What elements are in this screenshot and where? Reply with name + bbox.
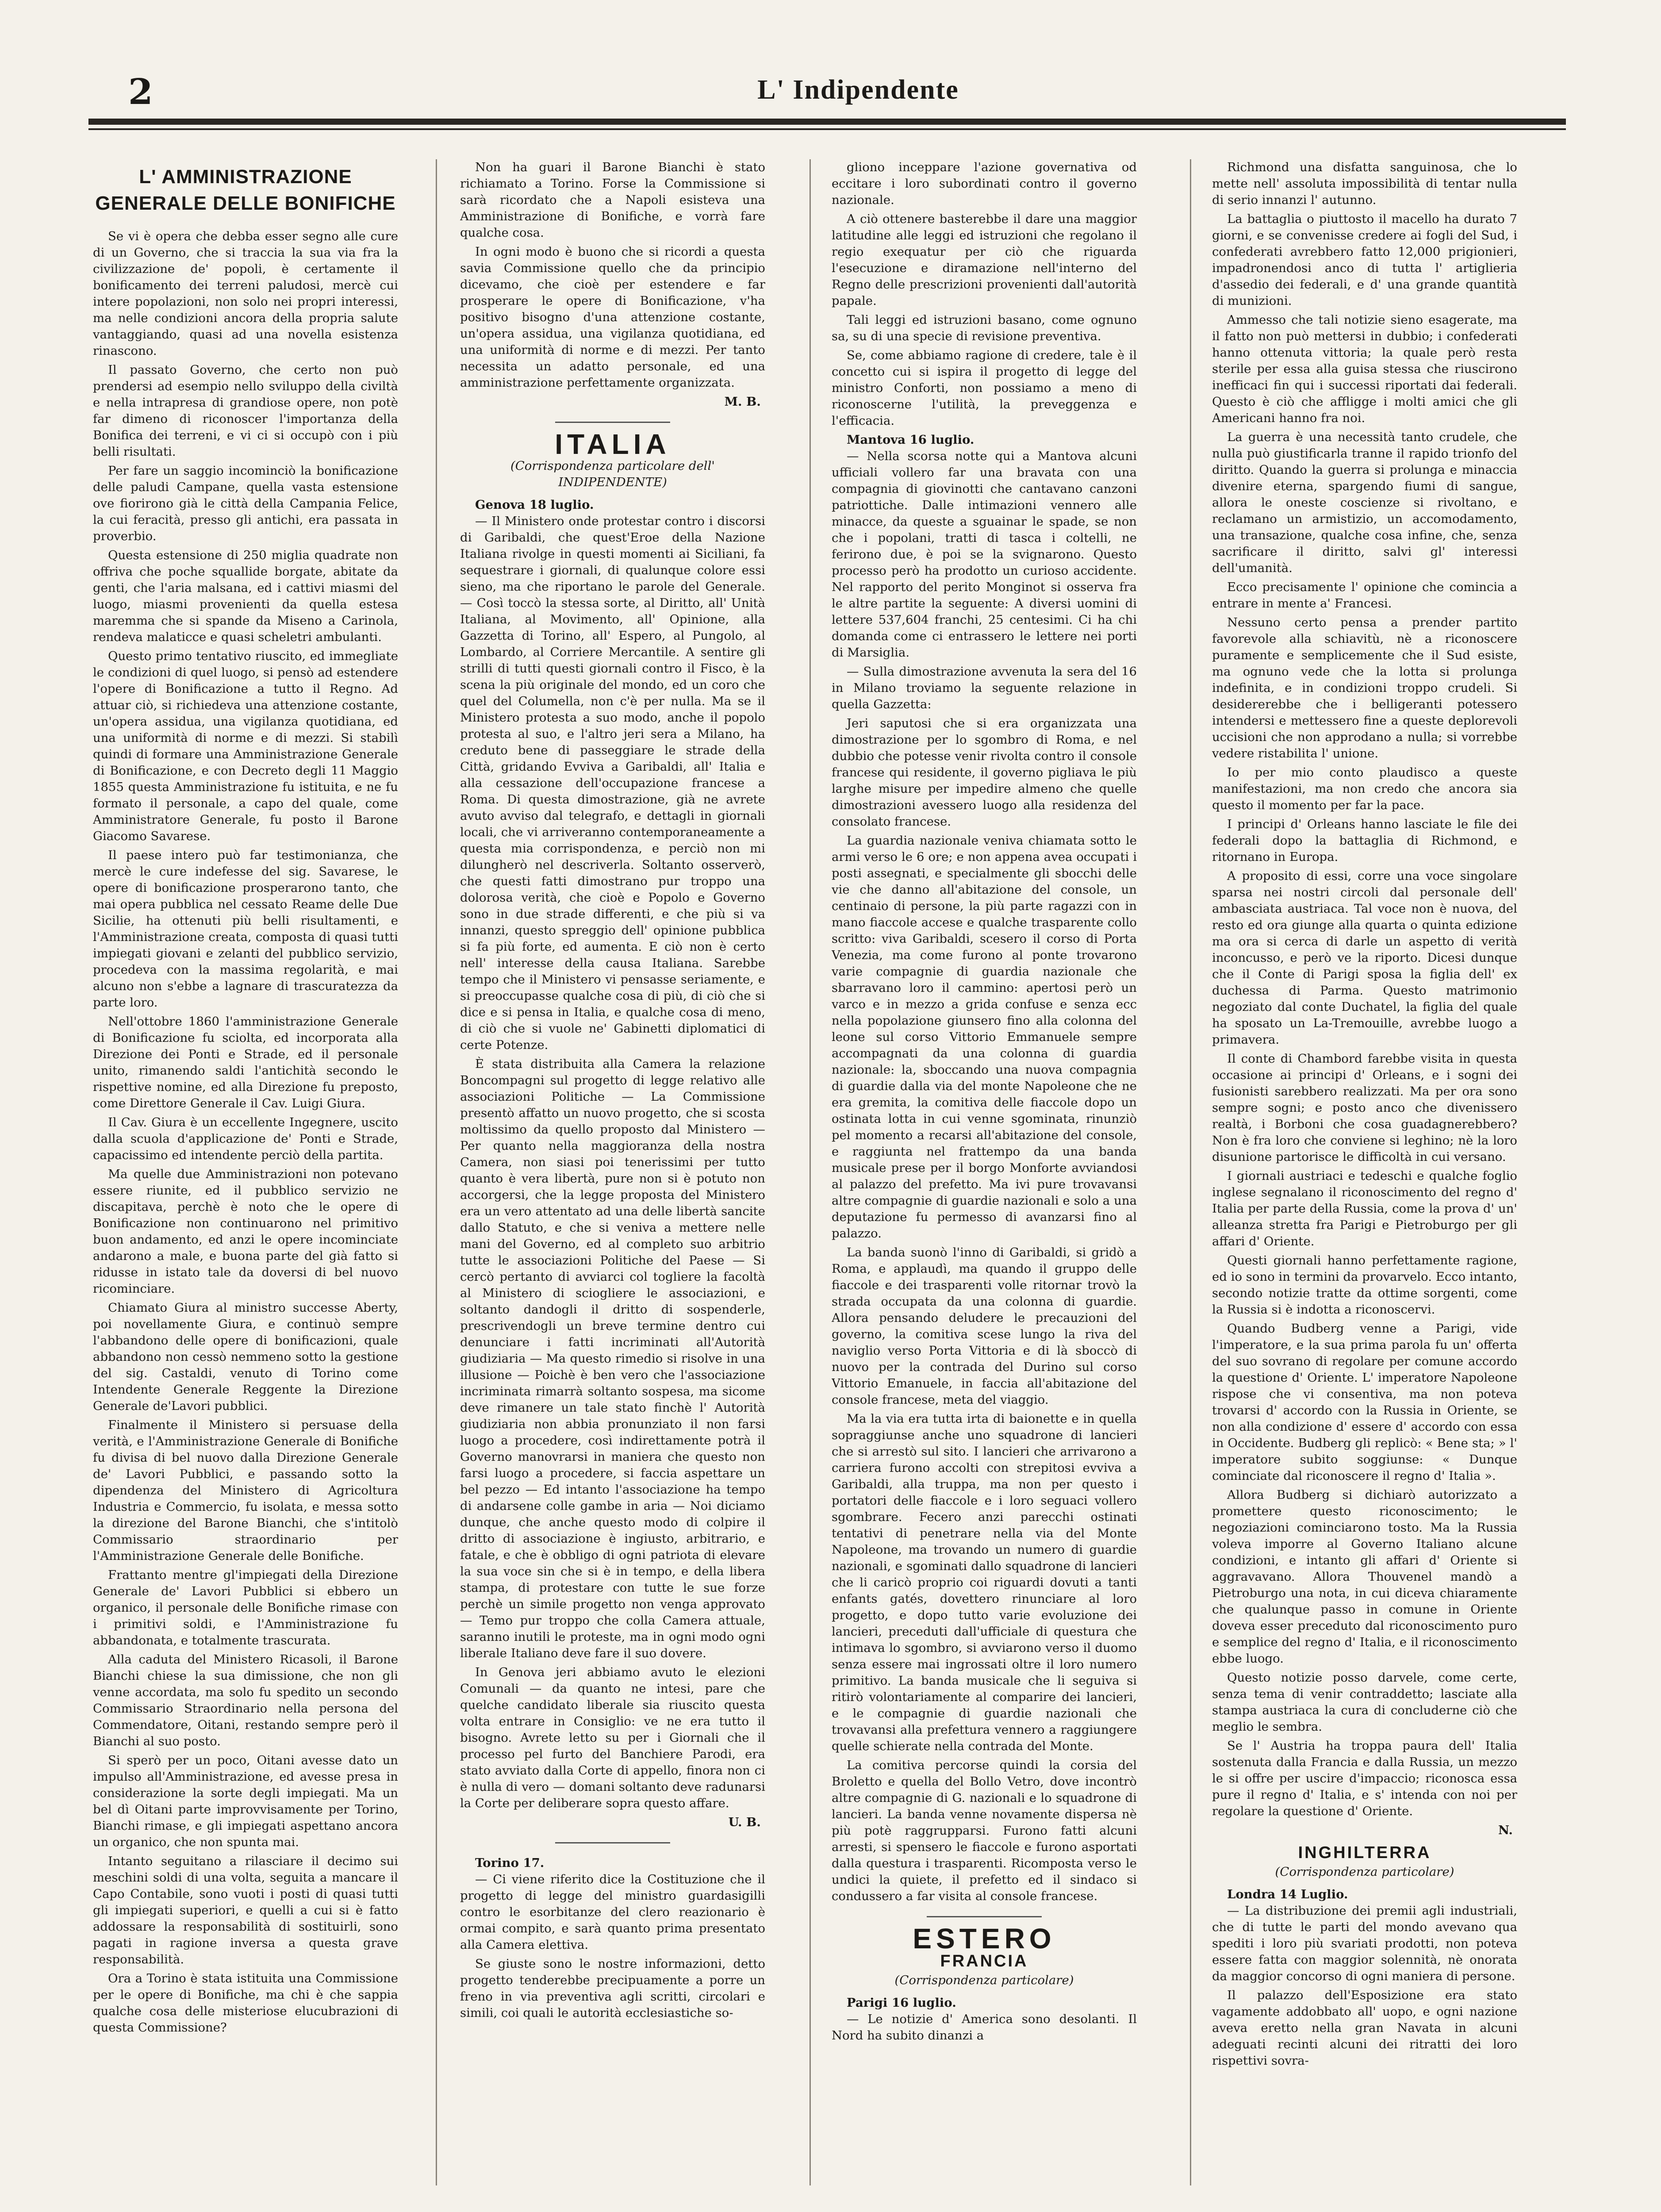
paragraph: In ogni modo è buono che si ricordi a questa savia Commissione quello che da principio dicevamo, che cioè per estendere e far prosperare le opere di Bonificazione, v'ha positivo bisogno d'una attenzione costante, un'opera assidua, una vigilanza quotidiana, ed una uniformità di norme e di mezzi. Per tanto necessita un adatto personale, ed una amministrazione perfettamente organizzata. [460, 245, 765, 390]
paragraph: Finalmente il Ministero si persuase della verità, e l'Amministrazione Generale di Bonifiche fu divisa di bel nuovo dalla Direzione Generale de' Lavori Pubblici, e passando sotto la dipendenza del Ministero di Agricoltura Industria e Commercio, fu isolata, e messa sotto la direzione del Barone Bianchi, che s'intitolò Commissario straordinario per l'Amministrazione Generale delle Bonifiche. [93, 1418, 398, 1563]
paragraph: — Le notizie d' America sono desolanti. Il Nord ha subito dinanzi a [832, 2012, 1137, 2043]
masthead [128, 66, 1588, 119]
paragraph: Questo notizie posso darvele, come certe, senza tema di venir contraddetto; lasciate alla stampa austriaca la cura di concluderne ciò che meglio le sembra. [1212, 1671, 1517, 1734]
page-number: 2 [128, 71, 153, 112]
subsection-heading-inghilterra: INGHILTERRA [1298, 1843, 1431, 1862]
article-body-mantova [832, 448, 1137, 1905]
paragraph: I principi d' Orleans hanno lasciate le file dei federali dopo la battaglia di Richmond, e ritornano in Europa. [1212, 817, 1517, 864]
column-4 [1212, 159, 1517, 2168]
paragraph: Ecco precisamente l' opinione che comincia a entrare in mente a' Francesi. [1212, 580, 1517, 611]
dateline-parigi: Parigi 16 luglio. [847, 1996, 956, 2010]
paragraph: La battaglia o piuttosto il macello ha durato 7 giorni, e se convenisse credere ai fogli del Sud, i confederati avrebbero fatto 12,000 prigionieri, impadronendosi anco di tutta l' artiglieria d'assedio dei federali, e d' una grande quantità di munizioni. [1212, 212, 1517, 308]
paragraph: A ciò ottenere basterebbe il dare una maggior latitudine alle leggi ed istruzioni che regolano il regio exequatur per ciò che riguarda l'esecuzione e diramazione nell'interno del Regno delle prescrizioni provenienti dall'autorità papale. [832, 212, 1137, 308]
signature-mb: M. B. [724, 395, 761, 409]
paragraph: Frattanto mentre gl'impiegati della Direzione Generale de' Lavori Pubblici si ebbero un organico, il personale delle Bonifiche rimase con i primitivi soldi, e l'Amministrazione fu abbandonata, e totalmente trascurata. [93, 1568, 398, 1647]
paragraph: Questa estensione di 250 miglia quadrate non offriva che poche squallide borgate, abitate da genti, che l'aria malsana, ed i cattivi miasmi del luogo, miasmi provenienti da quella estesa maremma che si spande da Miseno a Carinola, rendeva malaticce e quasi scheletri ambulanti. [93, 548, 398, 644]
article-body-torino-cont [832, 159, 1137, 429]
article-body-parigi-cont [1212, 159, 1517, 1820]
paragraph: Se l' Austria ha troppa paura dell' Italia sostenuta dalla Francia e dalla Russia, un mezzo le si offre per uscire d'impaccio; riconosca essa pure il regno d' Italia, e s' intenda con noi per regolare la questione d' Oriente. [1212, 1739, 1517, 1818]
article-headline-bonifiche: L' AMMINISTRAZIONE GENERALE DELLE BONIFICHE [95, 166, 396, 214]
paragraph: — La distribuzione dei premii agli industriali, che di tutte le parti del mondo avevano qua spediti i loro più svariati prodotti, non poteva essere fatta con maggior solennità, nè onorata da maggior concorso di ogni maniera di persone. [1212, 1904, 1517, 1983]
paragraph: Jeri saputosi che si era organizzata una dimostrazione per lo sgombro di Roma, e nel dubbio che potesse venir rivolta contro il console francese qui residente, il governo pigliava le più larghe misure per impedire almeno che quelle dimostrazioni avessero luogo alla residenza del consolato francese. [832, 716, 1137, 829]
column-3 [832, 159, 1137, 2168]
signature-ub: U. B. [728, 1815, 761, 1829]
paragraph: La banda suonò l'inno di Garibaldi, si gridò a Roma, e applaudì, ma quando il gruppo delle fiaccole e dei trasparenti volle ritornar trovò la strada occupata da una colonna di guardie. Allora pensando deludere le precauzioni del governo, la comitiva scese lungo la riva del naviglio verso Porta Vittoria e di là sboccò di nuovo per la contrada del Durino sul corso Vittorio Emanuele, in faccia all'abitazione del console francese, meta del viaggio. [832, 1245, 1137, 1407]
signature-n: N. [1498, 1823, 1513, 1837]
separator-rule [555, 1842, 670, 1843]
section-heading-estero: ESTERO [913, 1923, 1056, 1955]
paragraph: — Sulla dimostrazione avvenuta la sera del 16 in Milano troviamo la seguente relazione in quella Gazzetta: [832, 664, 1137, 711]
article-body-torino [460, 1871, 765, 2021]
paragraph: Questo primo tentativo riuscito, ed immegliate le condizioni di quel luogo, si pensò ad estendere l'opere di Bonificazione a tutto il Regno. Ad attuar ciò, si richiedeva una attenzione costante, un'opera assidua, una vigilanza quotidiana, ed una uniformità di norme e di mezzi. Si stabilì quindi di formare una Amministrazione Generale di Bonificazione, e con Decreto degli 11 Maggio 1855 questa Amministrazione fu istituita, e ne fu formato il personale, a capo del quale, come Amministratore Generale, fu posto il Barone Giacomo Savarese. [93, 649, 398, 843]
paragraph: Se giuste sono le nostre informazioni, detto progetto tenderebbe precipuamente a porre un freno in via preventiva agli scritti, circolari e simili, coi quali le autorità ecclesiastiche so- [460, 1957, 765, 2020]
article-body-londra [1212, 1903, 1517, 2069]
paragraph: Ma quelle due Amministrazioni non potevano essere riunite, ed il pubblico servizio ne discapitava, perchè è noto che le opere di Bonificazione non continuarono nel primitivo buon andamento, ed anzi le opere incominciate andarono a male, e buona parte del già fatto si ridusse in istato tale da doversi di bel nuovo ricominciare. [93, 1167, 398, 1296]
paragraph: Il conte di Chambord farebbe visita in questa occasione ai principi d' Orleans, e i sogni dei fusionisti sarebbero realizzati. Ma per ora sono sempre sogni; e posto anco che divenissero realtà, i Borboni che cosa guadagnerebbero? Non è fra loro che conviene si leghino; nè la loro disunione partorisce le difficoltà in cui versano. [1212, 1052, 1517, 1164]
paragraph: — Il Ministero onde protestar contro i discorsi di Garibaldi, che quest'Eroe della Nazione Italiana rivolge in questi momenti ai Siciliani, fa sequestrare i giornali, di qualunque colore essi sieno, ma che riportano le parole del Generale. — Così toccò la stessa sorte, al Diritto, all' Unità Italiana, al Movimento, all' Opinione, alla Gazzetta di Torino, all' Espero, al Pungolo, al Lombardo, al Corriere Mercantile. A sentire gli strilli di tutti questi giornali contro il Fisco, è la scena la più originale del mondo, ed un coro che quel del Columella, non c'è per nulla. Ma se il Ministero protesta a suo modo, anche il popolo protesta al suo, e l'altro jeri sera a Milano, ha creduto bene di passeggiare le strade della Città, gridando Evviva a Garibaldi, all' Italia e alla cessazione dell'occupazione francese a Roma. Di questa dimostrazione, già ne avrete avuto avviso dal telegrafo, e dettagli in giornali locali, che vi arriveranno contemporaneamente a questa mia corrispondenza, e perciò non mi dilungherò nel descriverla. Soltanto osserverò, che questi fatti dimostrano pur troppo una dolorosa verità, che cioè e Popolo e Governo sono in due strade differenti, e che più si va innanzi, questo spreggio dell' opinione pubblica si fa più forte, ed aumenta. E ciò non è certo nell' interesse della causa Italiana. Sarebbe tempo che il Ministero vi pensasse seriamente, e si preoccupasse qualche cosa di più, di ciò che si dice e si pensa in Italia, e qualche cosa di meno, di ciò che si vuole ne' Gabinetti diplomatici di certe Potenze. [460, 514, 765, 1052]
column-2 [460, 159, 765, 2168]
paragraph: Per fare un saggio incominciò la bonificazione delle paludi Campane, quella vasta estensione ove fiorirono già le città della Campania Felice, la cui feracità, presso gli antichi, era passata in proverbio. [93, 464, 398, 543]
correspondence-note: (Corrispondenza particolare) [1275, 1865, 1454, 1879]
paragraph: Si sperò per un poco, Oitani avesse dato un impulso all'Amministrazione, ed avesse presa in considerazione la sorte degli impiegati. Ma un bel dì Oitani parte improvvisamente per Torino, Bianchi rimase, e gli impiegati aspettano ancora un organico, che non spunta mai. [93, 1753, 398, 1849]
paragraph: È stata distribuita alla Camera la relazione Boncompagni sul progetto di legge relativo alle associazioni Politiche — La Commissione presentò affatto un nuovo progetto, che si scosta moltissimo da quello proposto dal Ministero — Per quanto nella maggioranza della nostra Camera, non siasi poi tenerissimi per tutto quanto è vera libertà, pure non si è potuto non accorgersi, che la legge proposta del Ministero era un vero attentato ad una delle libertà sancite dallo Statuto, e che si veniva a mettere nelle mani del Governo, ed al completo suo arbitrio tutte le associazioni Politiche del Paese — Si cercò pertanto di avviarci col togliere la facoltà al Ministero di sciogliere le associazioni, e soltanto dandogli il dritto di sospenderle, prescrivendogli un breve termine dentro cui denunciare i fatti incriminati all'Autorità giudiziaria — Ma questo rimedio si risolve in una illusione — Poichè è ben vero che l'associazione incriminata rimarrà soltanto sospesa, ma sicome deve rimanere un tale stato finchè l' Autorità giudiziaria non abbia pronunziato il non farsi luogo a procedere, così indirettamente potrà il Governo manovrarsi in maniera che questo non farsi luogo a procedere, si faccia aspettare un bel pezzo — Ed intanto l'associazione ha tempo di andarsene colle gambe in aria — Noi diciamo dunque, che anche questo modo di colpire il dritto di associazione è ingiusto, arbitrario, e fatale, e che è obbligo di ogni patriota di elevare la sua voce sin che si è in tempo, e della libera stampa, di protestare con tutte le sue forze perchè un simile progetto non venga approvato — Temo pur troppo che colla Camera attuale, saranno inutili le proteste, ma in ogni modo ogni liberale Italiano deve fare il suo dovere. [460, 1057, 765, 1660]
separator-rule [927, 1916, 1042, 1917]
paragraph: Se vi è opera che debba esser segno alle cure di un Governo, che si traccia la sua via fra la civilizzazione de' popoli, è certamente il bonificamento dei terreni paludosi, mercè cui intere popolazioni, non solo nei propri interessi, ma nelle condizioni ancora della propria salute vantaggiando, quasi ad una novella esistenza rinascono. [93, 229, 398, 358]
paragraph: Ora a Torino è stata istituita una Commissione per le opere di Bonifiche, ma chi è che sappia qualche cosa delle misteriose elucubrazioni di questa Commissione? [93, 1971, 398, 2035]
paragraph: In Genova jeri abbiamo avuto le elezioni Comunali — da quanto ne intesi, pare che quelche candidato liberale sia riuscito questa volta entrare in Consiglio: ve ne era tutto il bisogno. Avrete letto su per i Giornali che il processo pel furto del Banchiere Parodi, era stato avviato dalla Corte di appello, finora non ci è nulla di vero — domani soltanto deve radunarsi la Corte per deliberare sopra questo affare. [460, 1665, 765, 1810]
column-1 [93, 159, 398, 2168]
masthead-rule-thin [88, 128, 1566, 130]
article-body-bonifiche [93, 228, 398, 2036]
paragraph: — Ci viene riferito dice la Costituzione che il progetto di legge del ministro guardasigilli contro le esorbitanze del clero reazionario è ormai compito, e sarà quanto prima presentato alla Camera elettiva. [460, 1872, 765, 1952]
paragraph: Chiamato Giura al ministro successe Aberty, poi novellamente Giura, e continuò sempre l'abbandono delle opere di bonificazioni, quale abbandono non cessò nemmeno sotto la gestione del sig. Castaldi, venuto di Torino come Intendente Generale Reggente la Direzione Generale de'Lavori pubblici. [93, 1301, 398, 1413]
dateline-torino: Torino 17. [475, 1856, 545, 1870]
paragraph: — Nella scorsa notte qui a Mantova alcuni ufficiali vollero far una bravata con una compagnia di giovinotti che cantavano canzoni patriottiche. Dalle intimazioni vennero alle minacce, da queste a sguainar le spade, se non che i popolani, tratti di tasca i coltelli, ne ferirono due, è poi se la svignarono. Questo processo però ha prodotto un curioso accidente. Nel rapporto del perito Monginot si osserva fra le altre partite la seguente: A diversi uomini di lettere 537,604 franchi, 25 centesimi. Ci ha chi domanda come ci entrassero le lettere nei porti di Marsiglia. [832, 449, 1137, 660]
paragraph: Nessuno certo pensa a prender partito favorevole alla schiavitù, nè a riconoscere puramente e semplicemente che il Sud esiste, ma ognuno vede che la lotta si prolunga indefinita, e in condizioni troppo crudeli. Si desidererebbe che i belligeranti potessero intendersi e mettessero fine a queste deplorevoli uccisioni che non approdano a nulla; si vorrebbe vedere ristabilita l' unione. [1212, 615, 1517, 760]
dateline-mantova: Mantova 16 luglio. [847, 433, 974, 447]
paragraph: Non ha guari il Barone Bianchi è stato richiamato a Torino. Forse la Commissione si sarà ricordato che a Napoli esisteva una Amministrazione di Bonifiche, e vorrà fare qualche cosa. [460, 160, 765, 240]
paragraph: Richmond una disfatta sanguinosa, che lo mette nell' assoluta impossibilità di tentar nulla di serio innanzi l' autunno. [1212, 160, 1517, 207]
paragraph: Intanto seguitano a rilasciare il decimo sui meschini soldi di una volta, seguita a mancare il Capo Contabile, sono vuoti i posti di quasi tutti gli impiegati superiori, e quelli a cui si è fatto addossare la responsabilità di sostituirli, sono pagati in ragione inversa a questa grave responsabilità. [93, 1854, 398, 1966]
section-heading-italia: ITALIA [555, 428, 671, 460]
paragraph: Se, come abbiamo ragione di credere, tale è il concetto cui si ispira il progetto di legge del ministro Conforti, non possiamo a meno di riconoscerne l'utilità, la preveggenza e l'efficacia. [832, 348, 1137, 428]
column-divider [436, 159, 437, 2185]
paragraph: Il passato Governo, che certo non può prendersi ad esempio nello sviluppo della civiltà e nella intrapresa di grandiose opere, non potè far dimeno di riconoscer l'importanza della Bonifica dei terreni, e vi ci si occupò con i più belli risultati. [93, 363, 398, 459]
paragraph: Nell'ottobre 1860 l'amministrazione Generale di Bonificazione fu sciolta, ed incorporata alla Direzione dei Ponti e Strade, ed il personale unito, rimanendo saldi l'antichità secondo le rispettive nomine, ed alla Direzione fu preposto, come Direttore Generale il Cav. Luigi Giura. [93, 1014, 398, 1110]
dateline-londra: Londra 14 Luglio. [1227, 1887, 1348, 1901]
paragraph: Alla caduta del Ministero Ricasoli, il Barone Bianchi chiese la sua dimissione, che non gli venne accordata, ma solo fu spedito un secondo Commissario Straordinario nella persona del Commendatore, Oitani, restando sempre però il Bianchi al suo posto. [93, 1652, 398, 1748]
article-body-genova [460, 513, 765, 1812]
paragraph: Io per mio conto plaudisco a queste manifestazioni, ma non credo che ancora sia questo il momento per far la pace. [1212, 765, 1517, 812]
paragraph: Ma la via era tutta irta di baionette e in quella sopraggiunse anche uno squadrone di lancieri che si arrestò sul sito. I lancieri che arrivarono a carriera furono accolti con strepitosi evviva a Garibaldi, alla truppa, ma non per questo i portatori delle fiaccole e i loro seguaci vollero sgombrare. Fecero anzi parecchi ostinati tentativi di penetrare nella via del Monte Napoleone, ma trovando un numero di guardie nazionali, e sgominati dallo squadrone di lancieri che li caricò proprio coi riguardi dovuti a tanti enfants gatés, dovettero rinunciare al loro progetto, e dopo tutto varie evoluzione dei lancieri, preceduti dall'ufficiale di questura che intimava lo sgombro, si avviarono verso il duomo senza essere mai ingrossati oltre il loro numero primitivo. La banda musicale che li seguiva si ritirò volontariamente al comparire dei lancieri, e le compagnie di guardie nazionali che trovavansi alla prefettura vennero a raggiungere quelle schierate nella contrada del Monte. [832, 1412, 1137, 1753]
paragraph: Il paese intero può far testimonianza, che mercè le cure indefesse del sig. Savarese, le opere di bonificazione prosperarono tanto, che mai opera pubblica nel cessato Reame delle Due Sicilie, ha ottenuti più belli risultamenti, e l'Amministrazione creata, composta di quasi tutti impiegati giovani e zelanti del pubblico servizio, procedeva con la massima regolarità, e mai alcuno non s'ebbe a lagnare di trascuratezza da parte loro. [93, 848, 398, 1010]
paragraph: Ammesso che tali notizie sieno esagerate, ma il fatto non può mettersi in dubbio; i confederati hanno ottenuta vittoria; la quale però resta sterile per essa alla guisa stessa che riuscirono inefficaci fin qui i successi riportati dai federali. Questo è ciò che affligge i molti amici che gli Americani hanno fra noi. [1212, 313, 1517, 425]
paragraph: Il palazzo dell'Esposizione era stato vagamente addobbato all' uopo, e ogni nazione aveva eretto nella gran Navata in alcuni adeguati recinti alcuni dei ritratti dei loro rispettivi sovra- [1212, 1988, 1517, 2068]
paragraph: A proposito di essi, corre una voce singolare sparsa nei nostri circoli dal personale dell' ambasciata austriaca. Tal voce non è nuova, del resto ed ora giunge alla quarta o quinta edizione ma ora si cerca di darle un aspetto di verità inconcusso, e però ve la riporto. Dicesi dunque che il Conte di Parigi sposa la figlia dell' ex duchessa di Parma. Questo matrimonio negoziato dal conte Duchatel, la figlia del quale ha sposato un La-Tremouille, avrebbe luogo a primavera. [1212, 869, 1517, 1047]
paragraph: gliono inceppare l'azione governativa od eccitare i loro subordinati contro il governo nazionale. [832, 160, 1137, 207]
paragraph: Allora Budberg si dichiarò autorizzato a promettere questo riconoscimento; le negoziazioni cominciarono tosto. Ma la Russia voleva imporre al Governo Italiano alcune condizioni, e intanto gli affari d' Oriente si aggravavano. Allora Thouvenel mandò a Pietroburgo una nota, in cui diceva chiaramente che qualunque passo in comune in Oriente doveva esser preceduto dal riconoscimento puro e semplice del regno d' Italia, e il riconoscimento ebbe luogo. [1212, 1488, 1517, 1666]
paragraph: Quando Budberg venne a Parigi, vide l'imperatore, e la sua prima parola fu un' offerta del suo sovrano di regolare per comune accordo la questione d' Oriente. L' imperatore Napoleone rispose che vi consentiva, ma non poteva trovarsi d' accordo con la Russia in Oriente, se non alla condizione d' essere d' accordo con essa in Occidente. Budberg gli replicò: « Bene sta; » l' imperatore subito soggiunse: « Dunque cominciate dal riconoscere il regno d' Italia ». [1212, 1321, 1517, 1483]
subsection-heading-francia: FRANCIA [940, 1952, 1028, 1970]
correspondence-note: (Corrispondenza particolare dell' INDIPENDENTE) [510, 459, 715, 489]
paragraph: La guerra è una necessità tanto crudele, che nulla può giustificarla tranne il rapido trionfo del diritto. Quando la guerra si prolunga e minaccia divenire eterna, spargendo fiumi di sangue, allora le oneste coscienze si rivoltano, e reclamano un armistizio, un accomodamento, una transazione, qualche cosa infine, che, senza sacrificare il diritto, salvi gl' interessi dell'umanità. [1212, 430, 1517, 575]
article-body-parigi [832, 2011, 1137, 2044]
paragraph: Il Cav. Giura è un eccellente Ingegnere, uscito dalla scuola d'applicazione de' Ponti e Strade, capacissimo ed intendente perciò della partita. [93, 1115, 398, 1162]
newspaper-title: L' Indipendente [757, 75, 959, 105]
paragraph: I giornali austriaci e tedeschi e qualche foglio inglese segnalano il riconoscimento del regno d' Italia per parte della Russia, come la prova d' un' alleanza stretta fra Parigi e Pietroburgo per gli affari d' Oriente. [1212, 1169, 1517, 1248]
column-divider [809, 159, 811, 2185]
paragraph: Tali leggi ed istruzioni basano, come ognuno sa, su di una specie di revisione preventiva. [832, 313, 1137, 343]
separator-rule [555, 422, 670, 423]
paragraph: La comitiva percorse quindi la corsia del Broletto e quella del Bollo Vetro, dove incontrò altre compagnie di G. nazionali e lo squadrone di lancieri. La banda venne novamente dispersa nè più potè raggrupparsi. Furono fatti alcuni arresti, si spensero le fiaccole e furono asportati dalla questura i trasparenti. Ricomposta verso le undici la quiete, il prefetto ed il sindaco si condussero a far visita al console francese. [832, 1758, 1137, 1903]
column-divider [1190, 159, 1191, 2185]
masthead-rule [88, 119, 1566, 125]
paragraph: Questi giornali hanno perfettamente ragione, ed io sono in termini da provarvelo. Ecco intanto, secondo notizie tratte da ottime sorgenti, come la Russia si è indotta a riconoscervi. [1212, 1253, 1517, 1317]
dateline-genova: Genova 18 luglio. [475, 498, 594, 512]
correspondence-note: (Corrispondenza particolare) [894, 1973, 1074, 1987]
paragraph: La guardia nazionale veniva chiamata sotto le armi verso le 6 ore; e non appena avea occupati i posti assegnati, e specialmente gli sbocchi delle vie che danno all'abitazione del console, un centinaio di persone, la più parte ragazzi con in mano fiaccole accese e qualche trasparente collo scritto: viva Garibaldi, scesero il corso di Porta Venezia, ma come furono al ponte trovarono varie compagnie di guardia nazionale che sbarravano loro il cammino: apertosi però un varco e in mezzo a grida confuse e senza ecc nella popolazione giunsero fino alla colonna del leone sul corso Vittorio Emmanuele sempre accompagnati da una colonna di guardia nazionale: la, sboccando una nuova compagnia di guardie dalla via del monte Napoleone che ne era gremita, la comitiva delle fiaccole dopo un ostinata lotta in cui venne sgominata, rinunziò pel momento a recarsi all'abitazione del console, e raggiunta nel frattempo da una banda musicale prese per il borgo Monforte avviandosi al palazzo del prefetto. Ma ivi pure trovavansi altre compagnie di guardie nazionali e solo a una deputazione fu permesso di avanzarsi fino al palazzo. [832, 833, 1137, 1240]
article-body-bonifiche-cont [460, 159, 765, 391]
